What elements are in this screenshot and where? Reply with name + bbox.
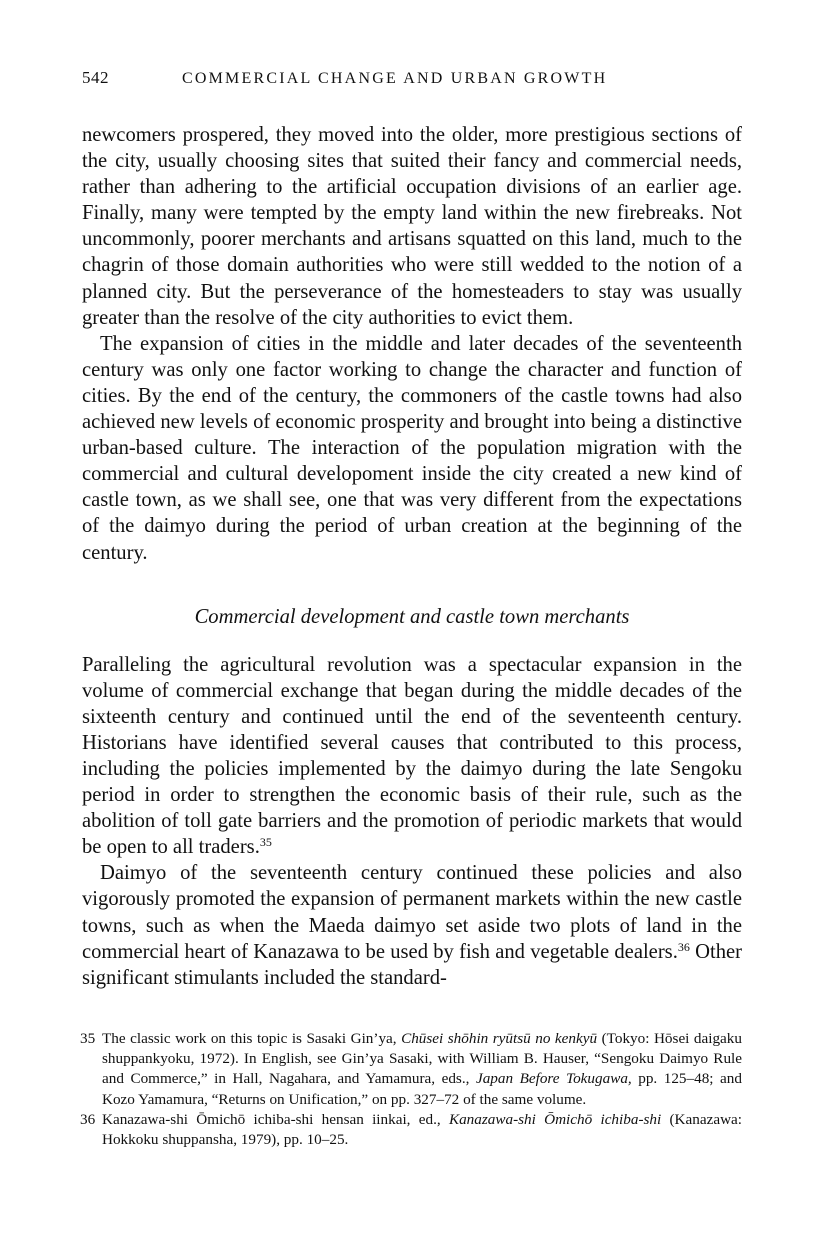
paragraph-text: Paralleling the agricultural revolution was a spectacular expansion in the volume of commercial exchange that began during the middle decades of the sixteenth century and continued until the end of the seventeenth century. Historians have identified several causes that contributed to this process, including the policies implemented by the daimyo during the late Sengoku period in order to strengthen the economic basis of their rule, such as the abolition of toll gate barriers and the promotion of periodic markets that would be open to all traders.: [82, 653, 742, 859]
footnote-title-italic: Japan Before Tokugawa,: [475, 1070, 632, 1088]
footnote: [80, 1110, 742, 1151]
footnotes: [82, 1029, 742, 1151]
footnote-text: [102, 1029, 742, 1110]
footnote-segment: pp. 125–48; and Kozo Yamamura, “Returns on Unification,” on pp. 327–72 of the same volume.: [102, 1070, 742, 1108]
paragraph-continued: newcomers prospered, they moved into the older, more prestigious sections of the city, usually choosing sites that suited their fancy and commercial needs, rather than adhering to the artificial occupation divisions of an earlier age. Finally, many were tempted by the empty land within the new firebreaks. Not uncommonly, poorer merchants and artisans squatted on this land, much to the chagrin of those domain authorities who were still wedded to the notion of a planned city. But the perseverance of the homesteaders to stay was usually greater than the resolve of the city authorities to evict them.: [82, 124, 742, 329]
footnote-segment: The classic work on this topic is Sasaki Gin’ya,: [102, 1029, 402, 1047]
paragraph-text: Daimyo of the seventeenth century continued these policies and also vigorously promoted the expansion of permanent markets within the new castle towns, such as when the Maeda daimyo set aside two plots of land in the commercial heart of Kanazawa to be used by fish and vegetable dealers.: [82, 862, 742, 963]
footnote-title-italic: Chūsei shōhin ryūtsū no kenkyū: [401, 1029, 598, 1047]
page-number: 542: [82, 68, 109, 87]
footnote-number: 36: [80, 1111, 96, 1128]
running-head: [82, 68, 742, 108]
footnote-reference: 35: [259, 835, 272, 850]
body-text: [82, 122, 742, 991]
paragraph-text-continued: Other significant stimulants included the standard-: [82, 940, 742, 989]
running-title: COMMERCIAL CHANGE AND URBAN GROWTH: [182, 70, 608, 87]
paragraph-daimyo-policies: [82, 860, 742, 990]
book-page: [82, 68, 742, 1151]
footnote-text: [102, 1110, 742, 1151]
paragraph-agricultural-revolution: [82, 652, 742, 861]
footnote-title-italic: Kanazawa-shi Ōmichō ichiba-shi: [448, 1111, 662, 1128]
section-heading: Commercial development and castle town merchants: [194, 605, 630, 628]
footnote-segment: Kanazawa-shi Ōmichō ichiba-shi hensan iinkai, ed.,: [102, 1111, 449, 1128]
paragraph-expansion-of-cities: The expansion of cities in the middle and later decades of the seventeenth century was only one factor working to change the character and function of cities. By the end of the century, the commoners of the castle towns had also achieved new levels of economic prosperity and brought into being a distinctive urban-based culture. The interaction of the population migration with the commercial and cultural developoment inside the city created a new kind of castle town, as we shall see, one that was very different from the expectations of the daimyo during the period of urban creation at the beginning of the century.: [82, 332, 742, 564]
footnote-number: 35: [80, 1029, 96, 1047]
footnote-segment: (Tokyo: Hōsei daigaku shuppankyoku, 1972). In English, see Gin’ya Sasaki, with William B. Hauser, “Sengoku Daimyo Rule and Commerce,” in Hall, Nagahara, and Yamamura, eds.,: [102, 1029, 742, 1088]
footnote: [80, 1029, 742, 1110]
footnote-reference: 36: [677, 939, 690, 954]
footnote-segment: (Kanazawa: Hokkoku shuppansha, 1979), pp. 10–25.: [102, 1111, 743, 1149]
